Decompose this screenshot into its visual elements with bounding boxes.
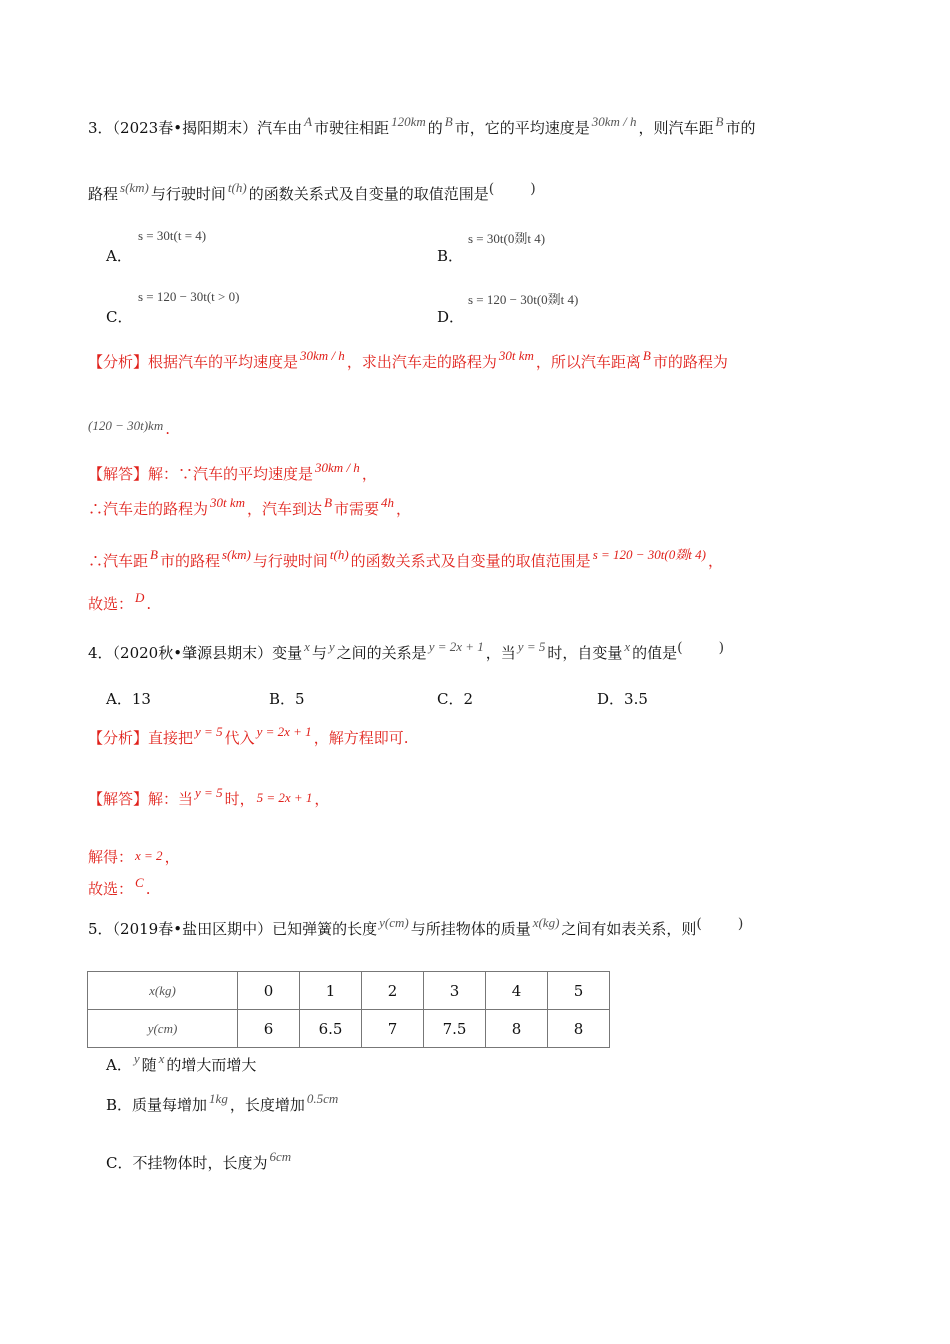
q3-analysis-text: 市的路程为 xyxy=(652,353,728,371)
q4-solution-line1 xyxy=(88,785,330,811)
q3-solution-line3 xyxy=(88,547,723,573)
q4-solution-text: ， xyxy=(314,790,330,808)
q3-option-a-label[interactable]: A． xyxy=(106,247,132,265)
q4-text: 的值是 xyxy=(632,644,678,662)
q4-answer-value: C xyxy=(135,875,144,890)
q4-solution-math-equation: 5 = 2x + 1 xyxy=(256,790,313,805)
q4-math-condition: y = 5 xyxy=(517,639,546,654)
q4-source: （2020秋•肇源县期末） xyxy=(112,644,273,662)
table-cell: 4 xyxy=(486,972,548,1010)
q3-math-speed: 30km / h xyxy=(591,114,637,129)
q4-text: 与 xyxy=(311,644,327,662)
q4-math-x: x xyxy=(624,639,631,654)
q3-solution-math-hours: 4h xyxy=(381,495,395,510)
q4-option-c[interactable] xyxy=(437,688,473,709)
option-text: 的增大而增大 xyxy=(166,1056,257,1074)
q4-analysis-text: ，解方程即可. xyxy=(313,729,409,747)
q5-stem xyxy=(88,915,744,941)
q3-solution-text: ， xyxy=(396,500,412,518)
q3-text: 市的 xyxy=(725,119,756,137)
table-cell: 7 xyxy=(362,1010,424,1048)
answer-paren-open: ( xyxy=(488,181,495,197)
q3-solution-text: ， xyxy=(361,465,377,483)
table-cell: 8 xyxy=(486,1010,548,1048)
q3-source: （2023春•揭阳期末） xyxy=(112,119,258,137)
q3-solution-text: ∴汽车走的路程为 xyxy=(88,500,209,518)
answer-paren-open: ( xyxy=(696,916,702,932)
q4-math-relation: y = 2x + 1 xyxy=(428,639,484,654)
q3-text: ，则汽车距 xyxy=(638,119,714,137)
q3-math-A: A xyxy=(304,114,313,129)
q4-solution-text: ， xyxy=(164,848,180,866)
analysis-tag: 【分析】 xyxy=(88,353,149,371)
q5-math-cm: 0.5cm xyxy=(306,1091,339,1106)
q3-option-c-label[interactable]: C． xyxy=(106,308,133,326)
q3-solution-math-s: s(km) xyxy=(221,547,251,562)
q3-solution-text: 市的路程 xyxy=(159,552,220,570)
q5-math-kg: 1kg xyxy=(209,1091,228,1106)
q5-number: 5． xyxy=(88,920,113,938)
q5-option-a[interactable] xyxy=(106,1051,257,1077)
q4-text: 时，自变量 xyxy=(547,644,623,662)
q3-option-d-expr: s = 120 − 30t(0剟t 4) xyxy=(468,292,579,307)
answer-paren-close: ) xyxy=(718,640,725,656)
table-cell: 6.5 xyxy=(300,1010,362,1048)
q3-text: 汽车由 xyxy=(257,119,303,137)
q5-option-c[interactable] xyxy=(106,1149,293,1175)
q5-math-x: x xyxy=(158,1051,165,1066)
q4-analysis-text: 代入 xyxy=(224,729,255,747)
option-label: A． xyxy=(106,1056,132,1074)
q3-math-B: B xyxy=(444,114,453,129)
q5-math-y: y xyxy=(133,1051,140,1066)
q3-solution-text: 的函数关系式及自变量的取值范围是 xyxy=(350,552,591,570)
q3-math-B: B xyxy=(715,114,724,129)
q3-solution-text: 与行驶时间 xyxy=(252,552,328,570)
q4-option-d[interactable] xyxy=(597,688,648,709)
option-value: 13 xyxy=(131,690,151,708)
q3-solution-text: 市需要 xyxy=(334,500,380,518)
q4-answer-line xyxy=(88,875,151,901)
q4-solution-text: 解：当 xyxy=(148,790,194,808)
q3-answer-text: 故选： xyxy=(88,595,134,613)
q3-solution-math-speed: 30km / h xyxy=(315,460,360,475)
q5-math-x: x(kg) xyxy=(532,915,560,930)
table-cell: 5 xyxy=(548,972,610,1010)
q3-solution-text: ， xyxy=(707,552,723,570)
q3-analysis-math-path: 30t km xyxy=(498,348,534,363)
table-cell: 6 xyxy=(238,1010,300,1048)
q4-solution-text: 时， xyxy=(224,790,255,808)
q4-solution-line2 xyxy=(88,846,180,869)
option-value: 2 xyxy=(463,690,474,708)
q5-math-cm: 6cm xyxy=(269,1149,292,1164)
table-cell: 2 xyxy=(362,972,424,1010)
option-label: B． xyxy=(269,690,296,708)
q4-number: 4． xyxy=(88,644,113,662)
q5-option-b[interactable] xyxy=(106,1091,340,1117)
q5-data-table xyxy=(87,971,610,1048)
q3-analysis-math-speed: 30km / h xyxy=(300,348,345,363)
table-cell: 3 xyxy=(424,972,486,1010)
answer-paren-close: ) xyxy=(737,916,744,932)
q3-analysis-text: ，求出汽车走的路程为 xyxy=(346,353,497,371)
table-cell: 1 xyxy=(300,972,362,1010)
q3-number: 3． xyxy=(88,119,113,137)
q3-text: 路程 xyxy=(88,185,119,203)
q3-solution-math-B: B xyxy=(150,547,158,562)
q3-option-d-label[interactable]: D． xyxy=(437,308,465,326)
table-header-cell: x(kg) xyxy=(88,972,238,1010)
q3-math-distance: 120km xyxy=(391,114,426,129)
option-label: B． xyxy=(106,1096,133,1114)
q3-math-s: s(km) xyxy=(120,180,149,195)
q3-solution-math-path: 30t km xyxy=(210,495,246,510)
table-cell: 8 xyxy=(548,1010,610,1048)
q4-option-a[interactable] xyxy=(106,688,151,709)
q5-text: 之间有如表关系，则 xyxy=(561,920,697,938)
q4-solution-math-condition: y = 5 xyxy=(195,785,223,800)
q3-text: 与行驶时间 xyxy=(150,185,226,203)
table-cell: 0 xyxy=(238,972,300,1010)
q4-math-x: x xyxy=(304,639,310,654)
option-label: C． xyxy=(106,1154,133,1172)
table-header-cell: y(cm) xyxy=(88,1010,238,1048)
q3-answer-value: D xyxy=(135,590,145,605)
table-row xyxy=(88,972,610,1010)
q4-option-b[interactable] xyxy=(269,688,305,709)
q4-text: 变量 xyxy=(272,644,303,662)
q3-solution-math-expr: s = 120 − 30t(0剟t 4) xyxy=(592,547,706,562)
q3-solution-text: 解：∵汽车的平均速度是 xyxy=(148,465,314,483)
q3-solution-line1 xyxy=(88,460,377,486)
q4-analysis-text: 直接把 xyxy=(148,729,194,747)
q4-math-y: y xyxy=(328,639,335,654)
solution-tag: 【解答】 xyxy=(88,790,149,808)
option-text: 随 xyxy=(141,1056,157,1074)
q4-text: ，当 xyxy=(485,644,516,662)
option-text: ，长度增加 xyxy=(229,1096,305,1114)
q3-solution-text: ∴汽车距 xyxy=(88,552,149,570)
q4-solution-text: 解得： xyxy=(88,848,134,866)
q3-stem-line2 xyxy=(88,180,536,206)
q3-option-b-label[interactable]: B． xyxy=(437,247,464,265)
q3-answer-text: . xyxy=(146,595,152,613)
option-label: A． xyxy=(106,690,132,708)
q5-source: （2019春•盐田区期中） xyxy=(112,920,273,938)
q3-solution-line2 xyxy=(88,495,412,521)
q3-text: 的函数关系式及自变量的取值范围是 xyxy=(248,185,489,203)
q4-answer-text: . xyxy=(145,880,151,898)
q3-analysis-text: . xyxy=(165,420,170,438)
option-value: 5 xyxy=(295,690,305,708)
q3-stem-line1 xyxy=(88,114,756,140)
q3-solution-math-t: t(h) xyxy=(329,547,349,562)
analysis-tag: 【分析】 xyxy=(88,729,149,747)
q3-answer-line xyxy=(88,590,152,616)
table-row xyxy=(88,1010,610,1048)
q3-math-t: t(h) xyxy=(227,180,247,195)
q3-option-a-expr: s = 30t(t = 4) xyxy=(138,228,207,243)
q3-analysis-math-B: B xyxy=(642,348,651,363)
q4-solution-math-result: x = 2 xyxy=(135,848,163,863)
q3-text: 的 xyxy=(427,119,443,137)
q3-text: 市，它的平均速度是 xyxy=(454,119,590,137)
option-label: C． xyxy=(437,690,464,708)
q4-answer-text: 故选： xyxy=(88,880,134,898)
q4-analysis-math-condition: y = 5 xyxy=(195,724,223,739)
answer-paren-close: ) xyxy=(530,181,536,197)
q4-stem xyxy=(88,639,725,665)
q3-option-b-expr: s = 30t(0剟t 4) xyxy=(468,231,546,246)
q3-analysis-text: ，所以汽车距离 xyxy=(535,353,641,371)
q3-option-c-expr: s = 120 − 30t(t > 0) xyxy=(138,289,240,304)
q5-text: 已知弹簧的长度 xyxy=(272,920,378,938)
option-text: 质量每增加 xyxy=(132,1096,208,1114)
q5-text: 与所挂物体的质量 xyxy=(410,920,531,938)
q3-solution-text: ，汽车到达 xyxy=(247,500,323,518)
q3-analysis-line1 xyxy=(88,348,728,374)
q4-analysis xyxy=(88,724,409,750)
q3-analysis-text: 根据汽车的平均速度是 xyxy=(148,353,299,371)
q3-text: 市驶往相距 xyxy=(314,119,390,137)
q4-analysis-math-relation: y = 2x + 1 xyxy=(256,724,312,739)
q4-text: 之间的关系是 xyxy=(336,644,427,662)
option-label: D． xyxy=(597,690,625,708)
q3-solution-math-B: B xyxy=(324,495,333,510)
q3-analysis-math-expr: (120 − 30t)km xyxy=(88,418,164,433)
solution-tag: 【解答】 xyxy=(88,465,149,483)
option-text: 不挂物体时，长度为 xyxy=(132,1154,268,1172)
table-cell: 7.5 xyxy=(424,1010,486,1048)
answer-paren-open: ( xyxy=(677,640,683,656)
q5-math-y: y(cm) xyxy=(379,915,409,930)
q3-analysis-line2 xyxy=(88,418,170,441)
option-value: 3.5 xyxy=(624,690,648,708)
